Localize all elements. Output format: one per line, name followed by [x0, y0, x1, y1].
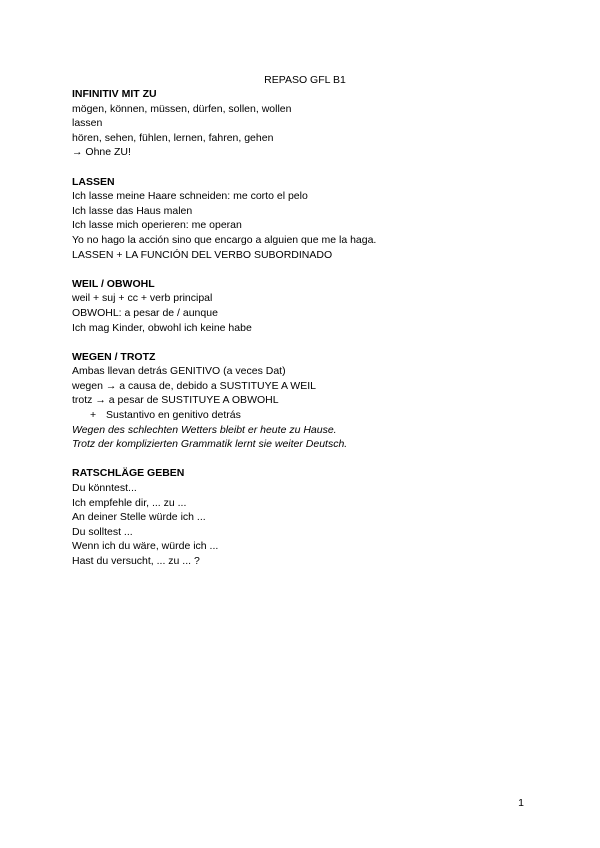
section-weil-obwohl	[72, 277, 532, 335]
text-line: Du solltest ...	[72, 525, 133, 538]
example-sentence: Trotz der komplizierten Grammatik lernt sie weiter Deutsch.	[72, 438, 348, 451]
section-heading: WEGEN / TROTZ	[72, 350, 156, 363]
text-line: Ich empfehle dir, ... zu ...	[72, 496, 187, 509]
section-ratschlaege-geben	[72, 466, 532, 568]
text-line: OBWOHL: a pesar de / aunque	[72, 306, 218, 319]
section-lassen	[72, 175, 532, 263]
text-line: An deiner Stelle würde ich ...	[72, 511, 206, 524]
section-heading: RATSCHLÄGE GEBEN	[72, 467, 185, 480]
text-line: Ich lasse mich operieren: me operan	[72, 219, 242, 232]
bullet-item	[72, 408, 532, 423]
page-title: REPASO GFL B1	[264, 74, 346, 86]
text-line: Yo no hago la acción sino que encargo a alguien que me la haga.	[72, 233, 377, 246]
section-heading: WEIL / OBWOHL	[72, 277, 155, 290]
text-line: Du könntest...	[72, 482, 137, 495]
text-line: Ich lasse das Haus malen	[72, 204, 193, 217]
text-line: Ambas llevan detrás GENITIVO (a veces Dat)	[72, 365, 286, 378]
text-line: lassen	[72, 117, 103, 130]
text-line: mögen, können, müssen, dürfen, sollen, wollen	[72, 102, 292, 115]
example-sentence: Wegen des schlechten Wetters bleibt er heute zu Hause.	[72, 423, 337, 436]
section-heading: INFINITIV MIT ZU	[72, 88, 157, 100]
section-wegen-trotz	[72, 350, 532, 452]
bullet-text: Sustantivo en genitivo detrás	[106, 409, 241, 422]
text-line: Ich mag Kinder, obwohl ich keine habe	[72, 321, 252, 334]
document-body	[72, 87, 532, 569]
text-line: trotz → a pesar de SUSTITUYE A OBWOHL	[72, 394, 279, 407]
text-line: hören, sehen, fühlen, lernen, fahren, gehen	[72, 131, 274, 144]
text-line: wegen → a causa de, debido a SUSTITUYE A WEIL	[72, 379, 316, 392]
plus-bullet-icon: +	[90, 409, 97, 422]
text-line: weil + suj + cc + verb principal	[72, 292, 213, 305]
text-line: Wenn ich du wäre, würde ich ...	[72, 540, 219, 553]
text-line: LASSEN + LA FUNCIÓN DEL VERBO SUBORDINADO	[72, 248, 333, 261]
text-line: Hast du versucht, ... zu ... ?	[72, 555, 200, 567]
text-line: → Ohne ZU!	[72, 146, 131, 159]
section-heading: LASSEN	[72, 175, 115, 188]
section-infinitiv-mit-zu	[72, 87, 532, 160]
page-number: 1	[518, 797, 524, 809]
text-line: Ich lasse meine Haare schneiden: me corto el pelo	[72, 190, 308, 203]
